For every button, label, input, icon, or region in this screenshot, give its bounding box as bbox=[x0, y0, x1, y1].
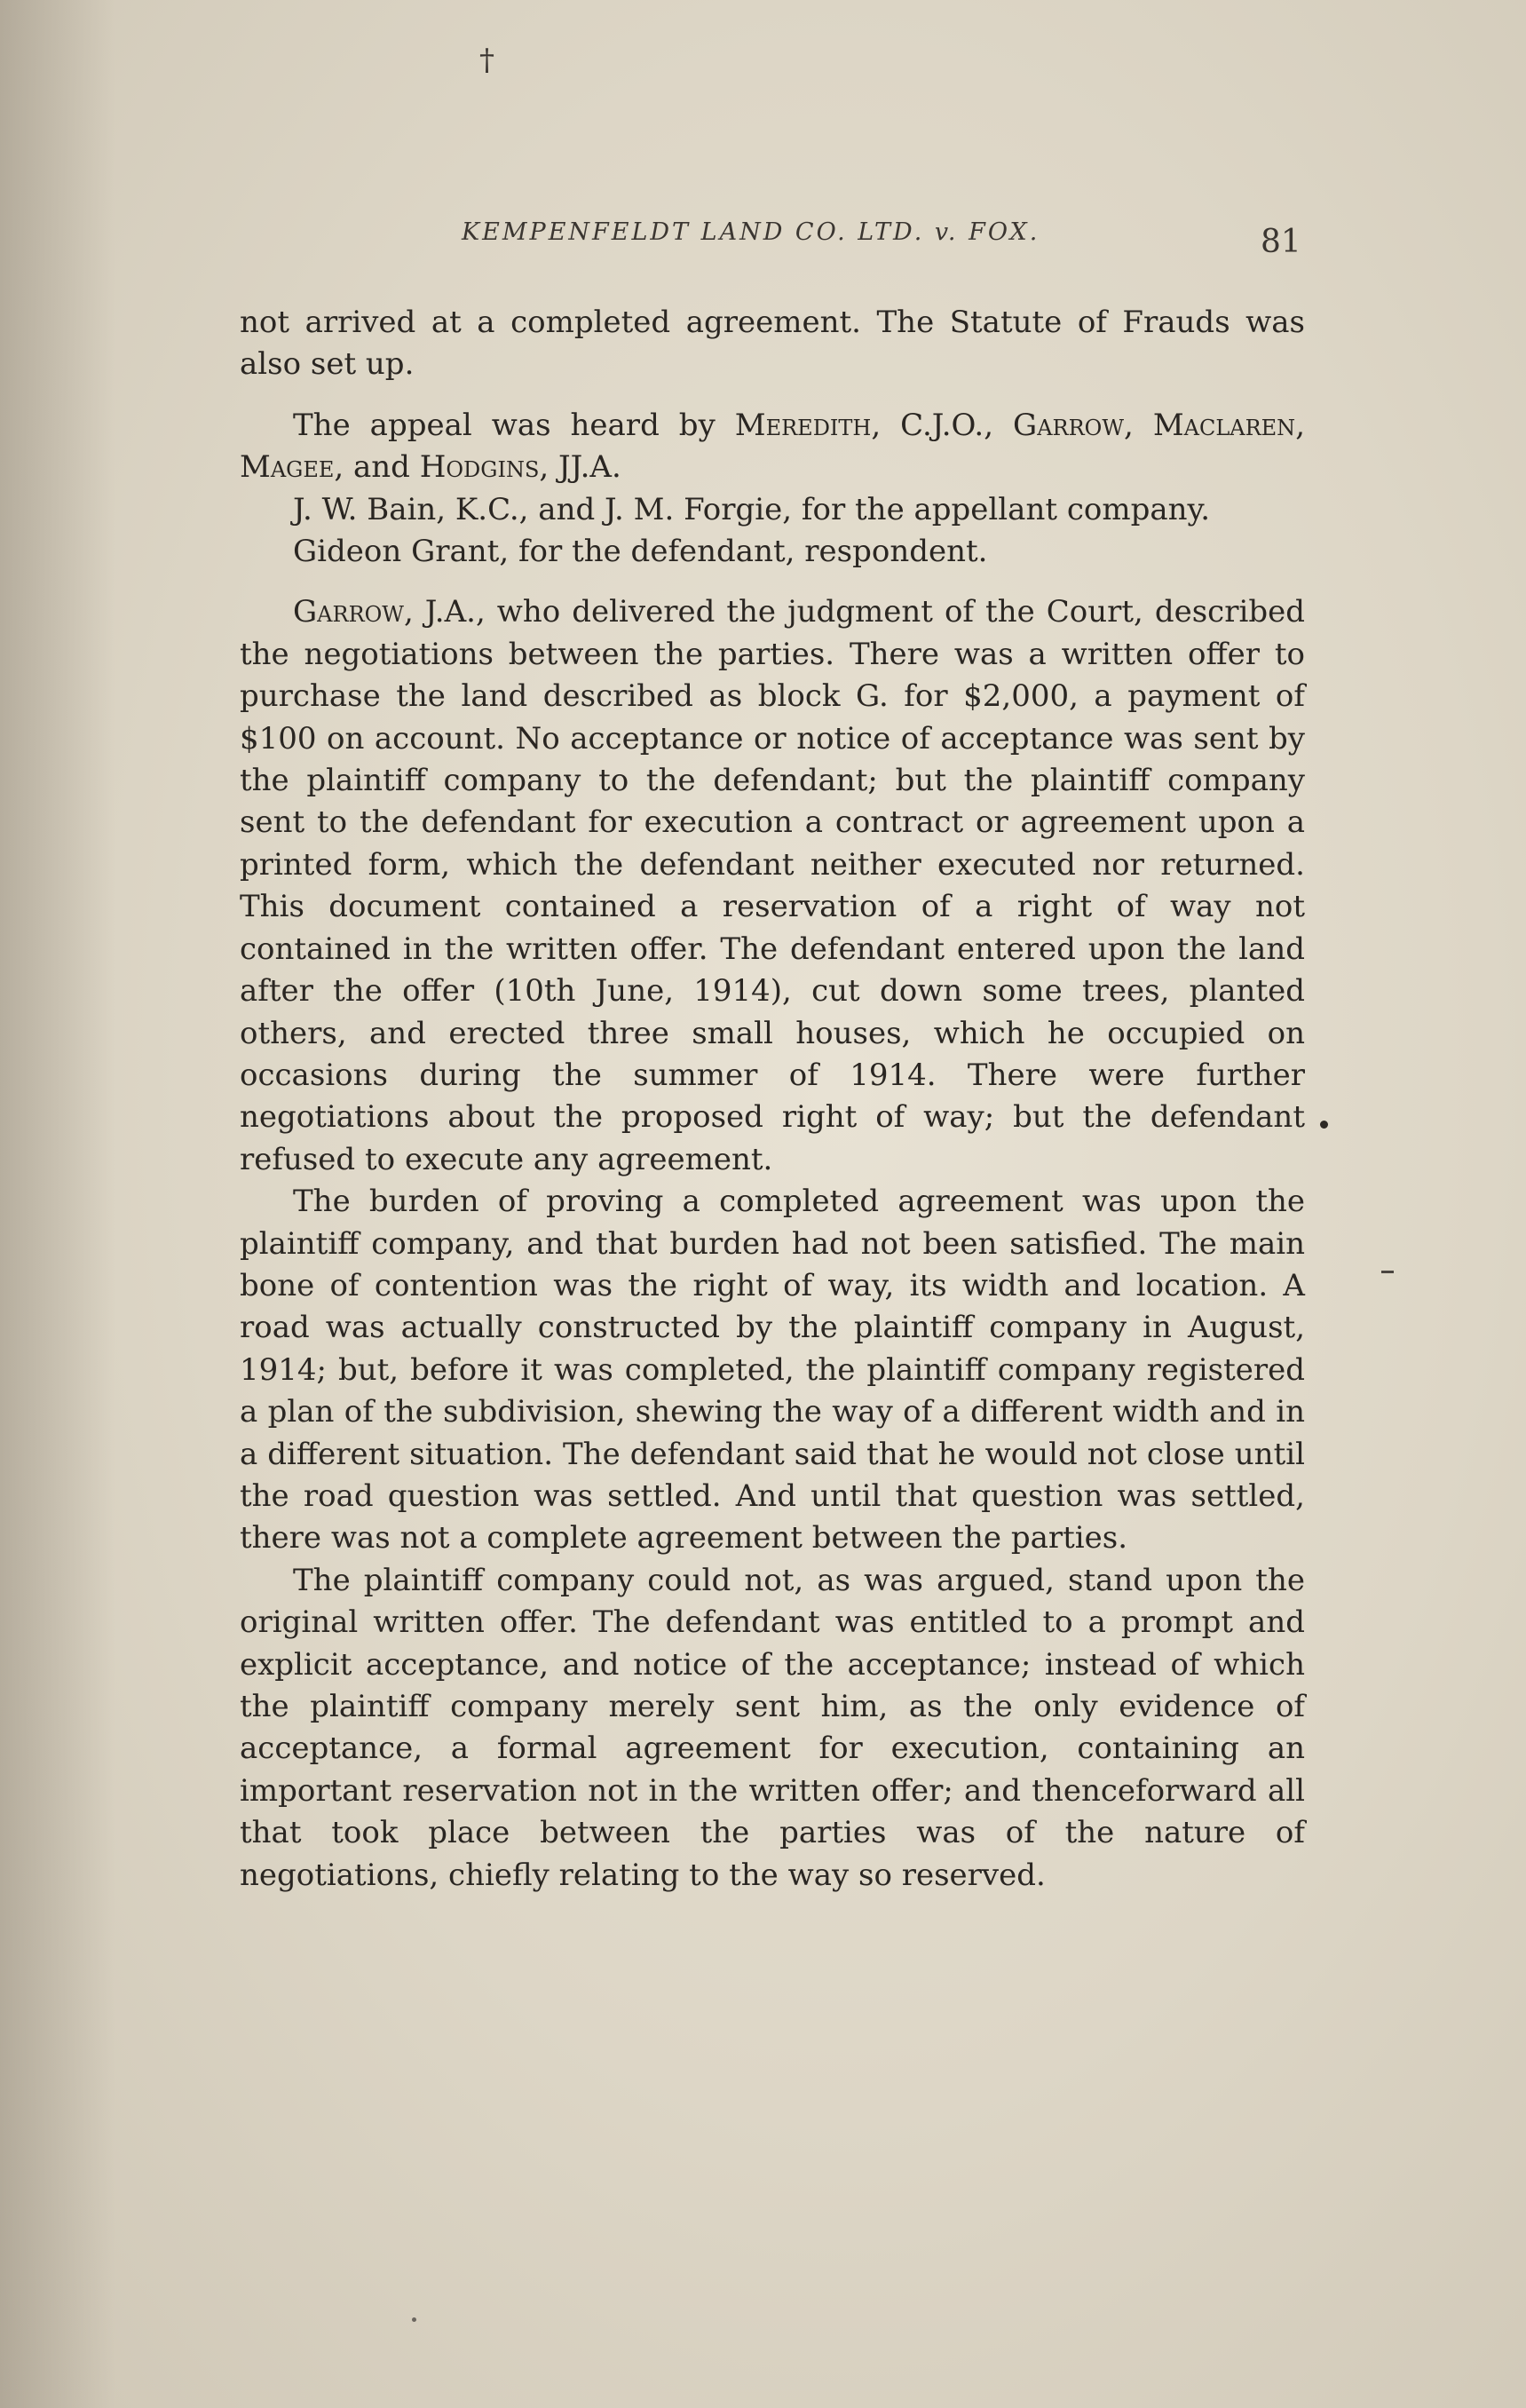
p2-text: , and bbox=[334, 449, 420, 486]
judge-name: Magee bbox=[240, 449, 335, 486]
p2-text: , C.J.O., bbox=[871, 407, 1014, 443]
paragraph-2 bbox=[240, 405, 1305, 489]
p2-text: , bbox=[1124, 407, 1153, 443]
bottom-dot bbox=[412, 2317, 416, 2322]
paragraph-6: The burden of proving a completed agreement was upon the plaintiff company, and that burden had not been satisfied. The main bone of contention was the right of way, its width and location. A road was actually constructed by the plaintiff company in August, 1914; but, before it was completed, the plaintiff company registered a plan of the subdivision, shewing the way of a different width and in a different situation. The defendant said that he would not close until the road question was settled. And until that question was settled, there was not a complete agreement between the parties. bbox=[240, 1184, 1305, 1556]
judge-name: Garrow bbox=[1013, 407, 1125, 443]
p5-text: , J.A., who delivered the judgment of the Court, described the negotiations between the parties. There was a written offer to purchase the land described as block G. for $2,000, a payment of $100 on account. No acceptance or notice of acceptance was sent by the plaintiff company to the defendant; but the plaintiff company sent to the defendant for execution a contract or agreement upon a printed form, which the defendant neither executed nor returned. This document contained a reservation of a right of way not contained in the written offer. The defendant entered upon the land after the offer (10th June, 1914), cut down some trees, planted others, and erected three small houses, which he occupied on occasions during the summer of 1914. There were further negotiations about the proposed right of way; but the defendant refused to execute any agreement. bbox=[240, 594, 1305, 1177]
paragraph-4: Gideon Grant, for the defendant, respondent. bbox=[293, 534, 988, 570]
paragraph-5 bbox=[240, 591, 1305, 1181]
page-number: 81 bbox=[1261, 224, 1301, 260]
page-header bbox=[0, 218, 1526, 263]
page-edge-shadow bbox=[0, 0, 115, 2408]
running-title: KEMPENFELDT LAND CO. LTD. v. FOX. bbox=[462, 218, 1040, 246]
paragraph-7: The plaintiff company could not, as was argued, stand upon the original written offer. The defendant was entitled to a prompt and explicit acceptance, and notice of the acceptance; instead of which the plaintiff company merely sent him, as the only evidence of acceptance, a formal agreement for execution, containing an important reservation not in the written offer; and thenceforward all that took place between the parties was of the nature of negotiations, chiefly relating to the way so reserved. bbox=[240, 1562, 1305, 1893]
margin-dash bbox=[1381, 1271, 1394, 1273]
p2-text: , bbox=[1295, 407, 1305, 443]
paragraph-3: J. W. Bain, K.C., and J. M. Forgie, for the appellant company. bbox=[293, 491, 1210, 527]
paragraph-1: not arrived at a completed agreement. The Statute of Frauds was also set up. bbox=[240, 305, 1305, 383]
judge-name: Garrow bbox=[293, 594, 404, 630]
judge-name: Meredith bbox=[734, 407, 872, 443]
p2-text: , JJ.A. bbox=[539, 449, 621, 486]
judge-name: Maclaren bbox=[1152, 407, 1296, 443]
top-mark: † bbox=[479, 43, 494, 78]
p2-intro: The appeal was heard by bbox=[293, 407, 735, 443]
judge-name: Hodgins bbox=[419, 449, 540, 486]
body-text bbox=[240, 302, 1305, 1897]
margin-dot bbox=[1320, 1121, 1328, 1129]
